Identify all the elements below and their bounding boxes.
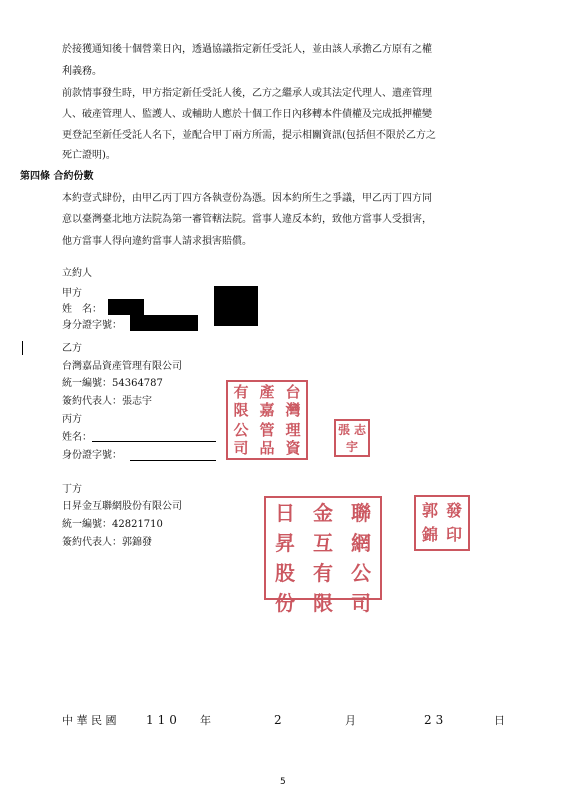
party-d-rep: 簽約代表人：郭錦發 (62, 537, 152, 548)
party-b-rep: 簽約代表人：張志宇 (62, 396, 152, 407)
page-number: 5 (280, 777, 286, 787)
party-b-company: 台灣嘉品資產管理有限公司 (62, 361, 182, 372)
paragraph-line: 本約壹式肆份，由甲乙丙丁四方各執壹份為憑。因本約所生之爭議，甲乙丙丁四方同 (62, 193, 432, 204)
date-era: 中 華 民 國 (62, 714, 117, 727)
rep-seal-b: 張 志 宇 (334, 419, 370, 457)
date-month-unit: 月 (345, 714, 356, 727)
party-b-tax-id: 統一編號：54364787 (62, 378, 163, 389)
paragraph-line: 於接獲通知後十個營業日內，透過協議指定新任受託人，並由該人承擔乙方原有之權 (62, 44, 432, 55)
date-day-unit: 日 (494, 714, 505, 727)
company-seal-b: 有限 產嘉 台灣 公司 管品 理資 (226, 380, 308, 460)
date-day: 23 (424, 713, 448, 727)
company-seal-d: 日昇 金互 聯網 股份 有限 公司 (264, 496, 382, 600)
party-c-label: 丙方 (62, 414, 82, 425)
party-a-id-label: 身分證字號： (62, 320, 122, 331)
text-cursor (22, 341, 23, 355)
rep-seal-d: 郭錦 發印 (414, 495, 470, 551)
party-d-company: 日昇金互聯網股份有限公司 (62, 501, 182, 512)
paragraph-line: 更登記至新任受託人名下，並配合甲丁兩方所需，提示相關資訊(包括但不限於乙方之 (62, 130, 436, 141)
redacted-signature (214, 286, 258, 326)
paragraph-line: 利義務。 (62, 66, 102, 77)
signature-line (130, 460, 216, 461)
date-month: 2 (274, 713, 282, 727)
paragraph-line: 死亡證明)。 (62, 150, 116, 161)
article-heading: 第四條 合約份數 (20, 171, 94, 182)
party-a-label: 甲方 (62, 288, 82, 299)
redacted-id (130, 315, 198, 331)
party-d-label: 丁方 (62, 484, 82, 495)
party-c-id-label: 身份證字號： (62, 450, 122, 461)
date-year-unit: 年 (200, 714, 211, 727)
redacted-name (108, 299, 144, 315)
party-d-tax-id: 統一編號：42821710 (62, 519, 163, 530)
party-b-label: 乙方 (62, 343, 82, 354)
date-year: 110 (146, 713, 181, 727)
party-c-name-label: 姓名： (62, 432, 92, 443)
paragraph-line: 意以臺灣臺北地方法院為第一審管轄法院。當事人違反本約，致他方當事人受損害， (62, 214, 432, 225)
paragraph-line: 前款情事發生時，甲方指定新任受託人後，乙方之繼承人或其法定代理人、遺產管理 (62, 88, 432, 99)
paragraph-line: 人、破產管理人、監護人、或輔助人應於十個工作日內移轉本件債權及完成抵押權變 (62, 109, 432, 120)
signers-title: 立約人 (62, 268, 92, 279)
signature-line (92, 441, 216, 442)
party-a-name-label: 姓 名： (62, 304, 102, 315)
paragraph-line: 他方當事人得向違約當事人請求損害賠償。 (62, 236, 252, 247)
